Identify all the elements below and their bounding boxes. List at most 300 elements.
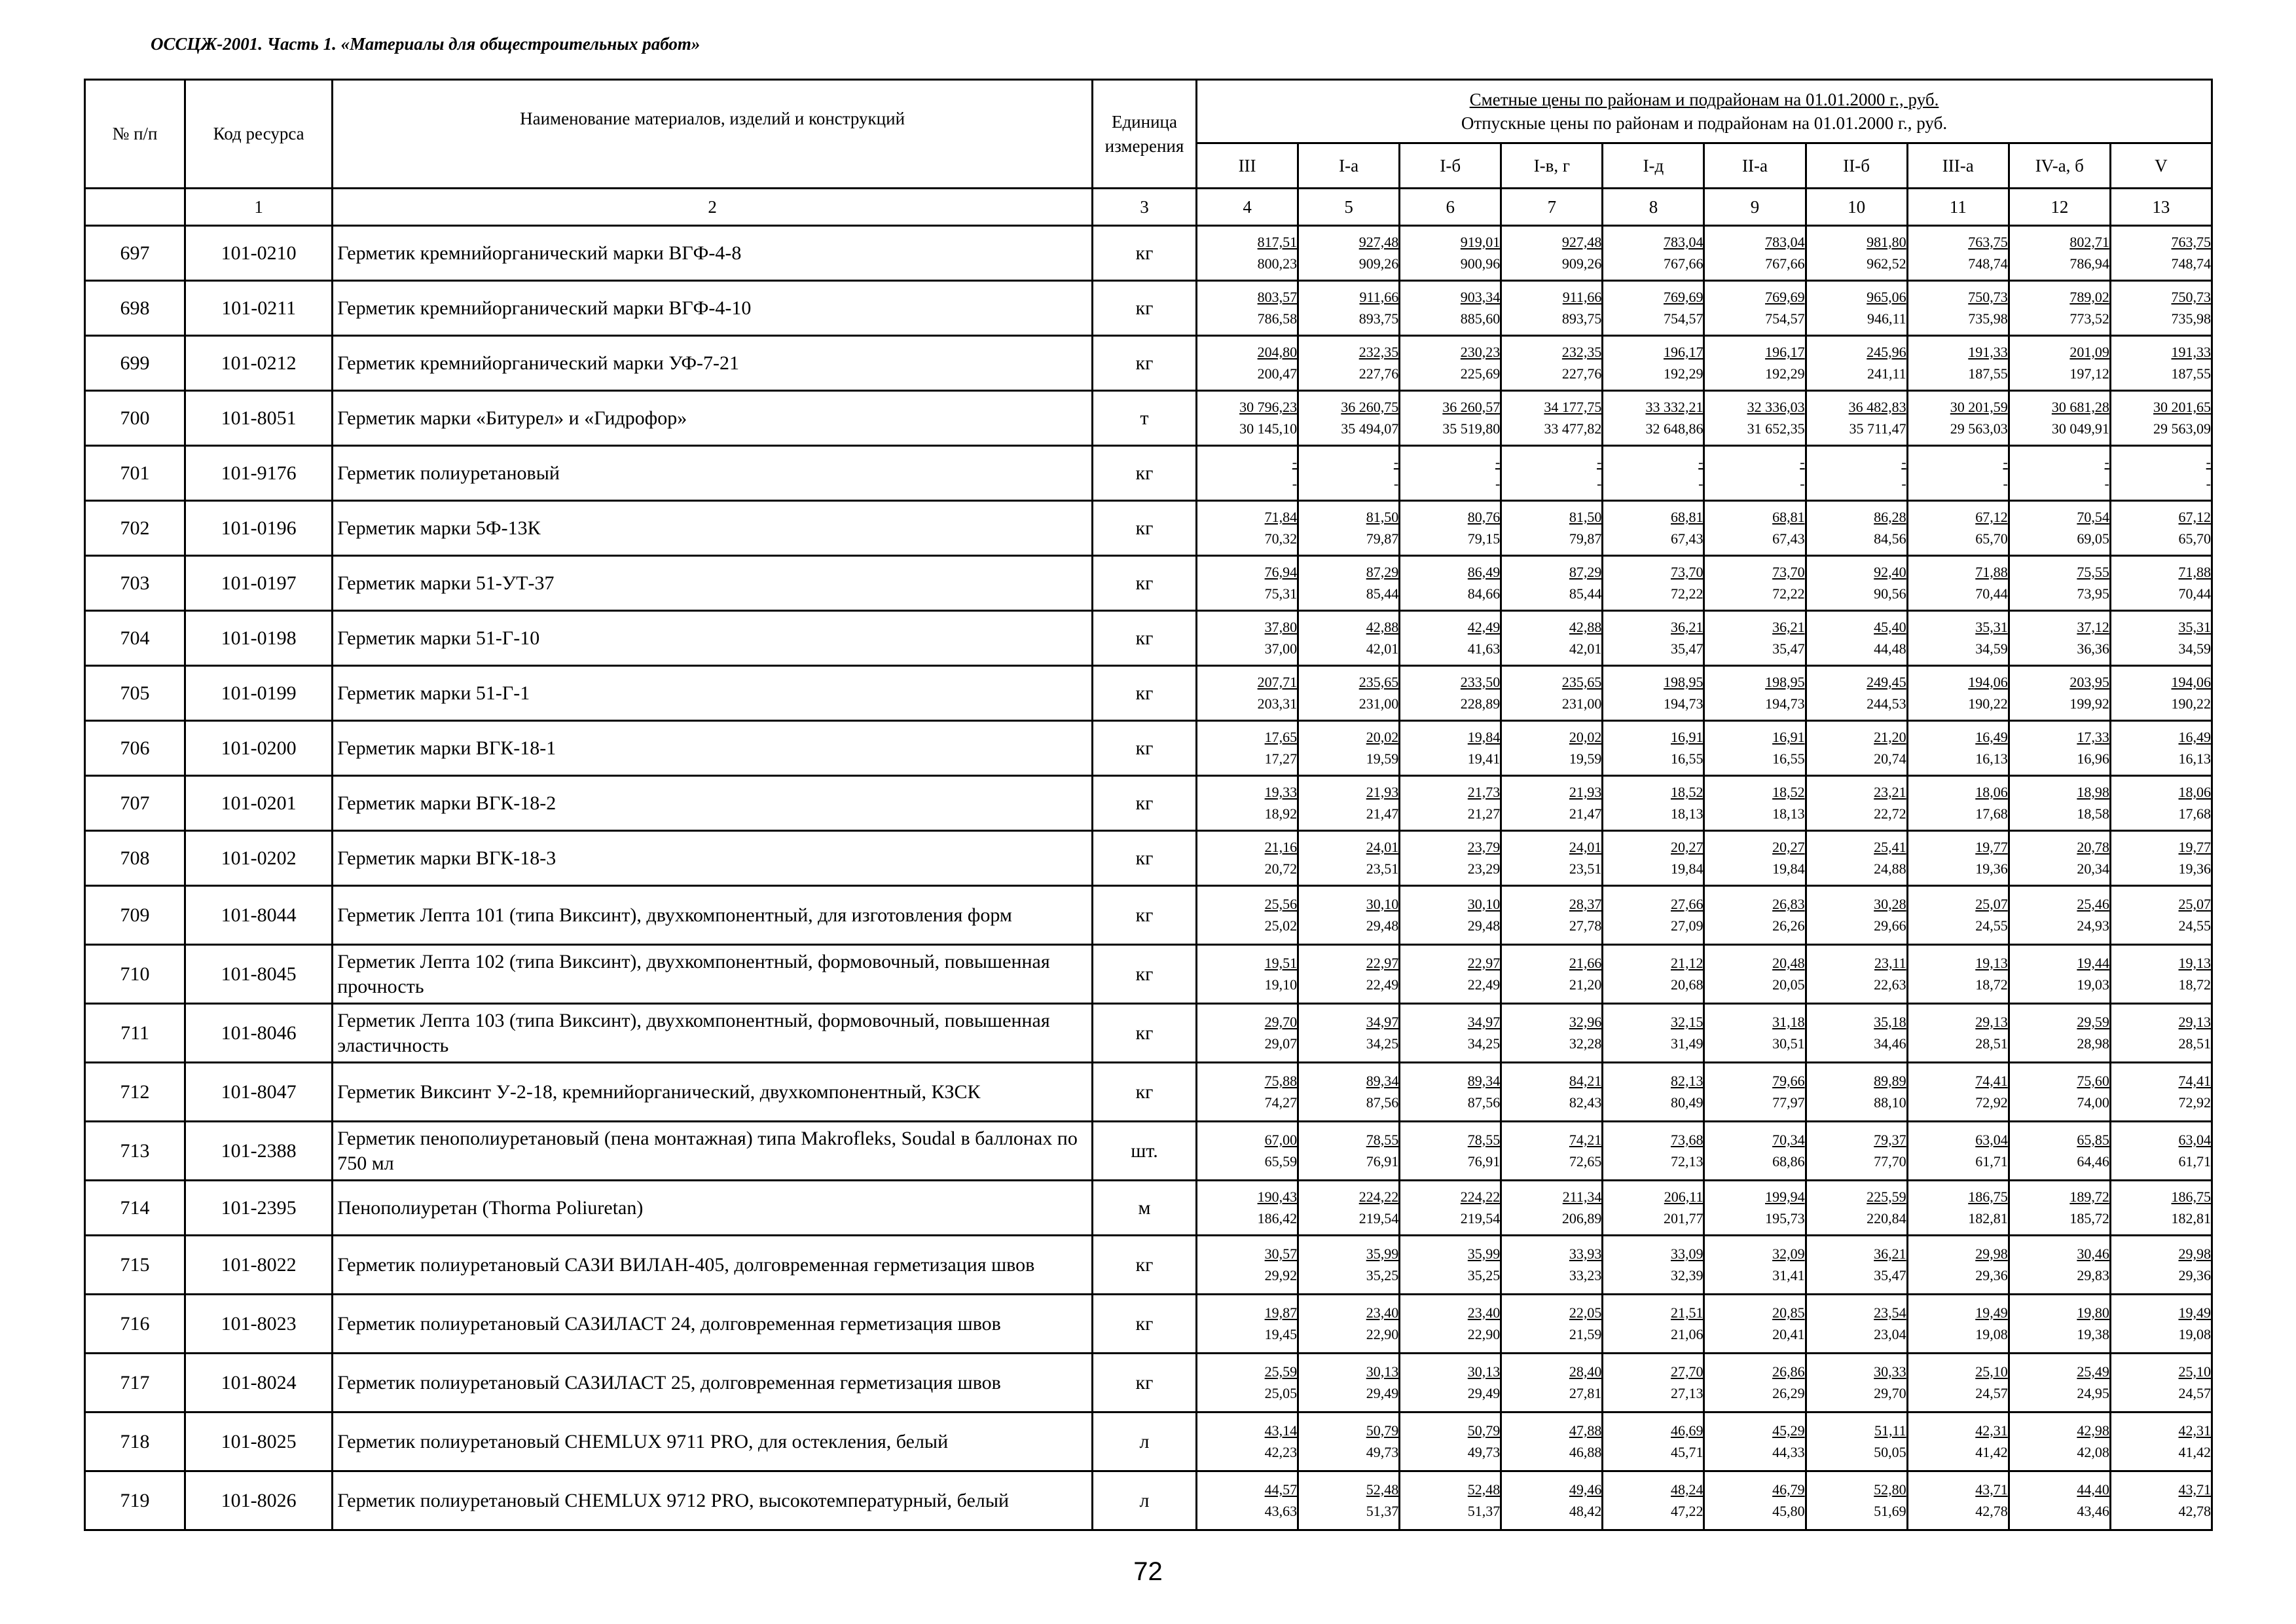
estimated-price: 52,80 — [1874, 1481, 1906, 1498]
price-cell — [2009, 776, 2110, 831]
estimated-price: 76,94 — [1264, 563, 1298, 580]
price-cell — [1704, 1354, 1806, 1412]
column-number: 13 — [2110, 189, 2212, 226]
price-cell — [2009, 336, 2110, 391]
resource-code: 101-0202 — [185, 831, 333, 886]
price-cell — [1704, 611, 1806, 666]
price-cell — [1400, 1063, 1501, 1122]
estimated-price: 196,17 — [1765, 343, 1805, 360]
region-header: III-а — [1907, 143, 2009, 189]
estimated-price: 70,34 — [1772, 1131, 1805, 1148]
release-price: 46,88 — [1569, 1444, 1602, 1460]
estimated-price: 25,59 — [1264, 1363, 1298, 1380]
table-row — [85, 1236, 2212, 1295]
estimated-price: 20,85 — [1772, 1304, 1805, 1321]
estimated-price: 783,04 — [1663, 233, 1704, 250]
estimated-price: 36,21 — [1670, 618, 1704, 635]
price-cell — [1806, 721, 1907, 776]
estimated-price: 37,12 — [2077, 618, 2109, 635]
release-price: 42,78 — [1975, 1503, 2008, 1519]
price-cell — [1298, 556, 1400, 611]
estimated-price: 235,65 — [1358, 673, 1399, 690]
estimated-price: 194,06 — [2171, 673, 2211, 690]
estimated-price: 42,31 — [2178, 1422, 2211, 1439]
price-cell — [1603, 1295, 1704, 1354]
release-price: 21,06 — [1670, 1326, 1704, 1342]
price-cell — [1603, 226, 1704, 281]
price-cell — [1603, 391, 1704, 446]
estimated-price: 30,10 — [1467, 895, 1501, 912]
table-row — [85, 666, 2212, 721]
price-cell — [2110, 556, 2212, 611]
material-name: Герметик полиуретановый CHEMLUX 9712 PRO, высокотемпературный, белый — [333, 1471, 1093, 1530]
release-price: 27,81 — [1569, 1385, 1602, 1401]
estimated-price: 84,21 — [1569, 1072, 1602, 1089]
price-cell — [1907, 1236, 2009, 1295]
price-cell — [2110, 501, 2212, 556]
estimated-price: 48,24 — [1670, 1481, 1704, 1498]
price-cell — [2009, 556, 2110, 611]
estimated-price: 232,35 — [1358, 343, 1399, 360]
estimated-price: 24,01 — [1569, 838, 1602, 855]
price-cell — [1298, 611, 1400, 666]
release-price: 29,49 — [1467, 1385, 1501, 1401]
price-cell — [1501, 1122, 1603, 1181]
release-price: 29,36 — [2178, 1267, 2211, 1283]
price-cell — [1806, 556, 1907, 611]
release-price: 192,29 — [1663, 365, 1704, 382]
estimated-price: 21,93 — [1366, 783, 1399, 800]
table-row — [85, 1295, 2212, 1354]
price-cell — [1603, 611, 1704, 666]
release-price: 34,59 — [1975, 640, 2008, 657]
estimated-price: 73,70 — [1772, 563, 1805, 580]
price-cell — [1298, 391, 1400, 446]
release-price: 35 494,07 — [1341, 420, 1399, 437]
price-cell — [2009, 446, 2110, 501]
release-price: 44,48 — [1874, 640, 1906, 657]
price-cell — [1298, 1122, 1400, 1181]
estimated-price: 18,98 — [2077, 783, 2109, 800]
release-price: 79,87 — [1569, 530, 1602, 547]
price-cell — [2009, 391, 2110, 446]
estimated-price: 31,18 — [1772, 1013, 1805, 1030]
estimated-price: 32,09 — [1772, 1245, 1805, 1262]
price-cell — [1197, 1181, 1298, 1236]
release-price: 29 563,03 — [1950, 420, 2008, 437]
release-price: 19,08 — [2178, 1326, 2211, 1342]
unit-of-measure: кг — [1092, 336, 1196, 391]
release-price: 88,10 — [1874, 1094, 1906, 1111]
release-price: 43,63 — [1264, 1503, 1298, 1519]
release-price: 27,09 — [1670, 917, 1704, 934]
estimated-price: 92,40 — [1874, 563, 1906, 580]
estimated-price: 19,13 — [1975, 954, 2008, 971]
material-name: Герметик марки 51-УТ-37 — [333, 556, 1093, 611]
price-cell — [2110, 886, 2212, 945]
price-cell — [1298, 501, 1400, 556]
estimated-price: 30,10 — [1366, 895, 1399, 912]
unit-of-measure: кг — [1092, 666, 1196, 721]
estimated-price: 42,31 — [1975, 1422, 2008, 1439]
price-cell — [1501, 1412, 1603, 1471]
unit-of-measure: кг — [1092, 281, 1196, 336]
estimated-price: 245,96 — [1867, 343, 1906, 360]
release-price: 61,71 — [2178, 1153, 2211, 1170]
release-price: 42,01 — [1366, 640, 1399, 657]
material-name: Герметик полиуретановый САЗИЛАСТ 25, долговременная герметизация швов — [333, 1354, 1093, 1412]
resource-code: 101-8045 — [185, 945, 333, 1004]
price-cell — [1806, 226, 1907, 281]
release-price: 16,55 — [1670, 750, 1704, 767]
estimated-price: 50,79 — [1467, 1422, 1501, 1439]
column-number: 5 — [1298, 189, 1400, 226]
release-price: 20,72 — [1264, 860, 1298, 877]
release-price: 18,58 — [2077, 805, 2109, 822]
release-price: 29,49 — [1366, 1385, 1399, 1401]
release-price: 22,90 — [1467, 1326, 1501, 1342]
price-cell — [1907, 1295, 2009, 1354]
price-cell — [1907, 721, 2009, 776]
release-price: 29,48 — [1366, 917, 1399, 934]
row-number: 710 — [85, 945, 185, 1004]
release-price: 26,29 — [1772, 1385, 1805, 1401]
price-cell — [1603, 1004, 1704, 1063]
estimated-price: 33,93 — [1569, 1245, 1602, 1262]
price-cell — [1197, 945, 1298, 1004]
estimated-price: 25,56 — [1264, 895, 1298, 912]
table-row — [85, 281, 2212, 336]
release-price: 19,45 — [1264, 1326, 1298, 1342]
estimated-price: 28,37 — [1569, 895, 1602, 912]
release-price: 41,63 — [1467, 640, 1501, 657]
release-price: 231,00 — [1561, 695, 1602, 712]
price-cell — [1197, 336, 1298, 391]
estimated-price: 42,98 — [2077, 1422, 2109, 1439]
estimated-price: 225,59 — [1867, 1188, 1906, 1205]
release-price: 893,75 — [1358, 310, 1399, 327]
estimated-price: 30,46 — [2077, 1245, 2109, 1262]
price-cell — [1298, 886, 1400, 945]
estimated-price: 18,52 — [1772, 783, 1805, 800]
estimated-price: 71,84 — [1264, 508, 1298, 525]
price-cell — [1704, 226, 1806, 281]
estimated-price: 23,54 — [1874, 1304, 1906, 1321]
release-price: 25,05 — [1264, 1385, 1298, 1401]
price-cell — [1806, 611, 1907, 666]
estimated-price: 36 482,83 — [1848, 398, 1906, 415]
estimated-price: 206,11 — [1664, 1188, 1704, 1205]
release-price: 49,73 — [1366, 1444, 1399, 1460]
price-cell — [1806, 1471, 1907, 1530]
column-number: 6 — [1400, 189, 1501, 226]
release-price: 42,08 — [2077, 1444, 2109, 1460]
release-price: 786,58 — [1257, 310, 1298, 327]
unit-of-measure: кг — [1092, 1063, 1196, 1122]
release-price: 73,95 — [2077, 585, 2109, 602]
estimated-price: 919,01 — [1460, 233, 1501, 250]
release-price: 32 648,86 — [1645, 420, 1704, 437]
release-price: 18,13 — [1772, 805, 1805, 822]
estimated-price: 29,98 — [1975, 1245, 2008, 1262]
price-cell — [1501, 1181, 1603, 1236]
table-row — [85, 1412, 2212, 1471]
table-row — [85, 611, 2212, 666]
price-cell — [1197, 1471, 1298, 1530]
price-cell — [1298, 1063, 1400, 1122]
release-price: 29,70 — [1874, 1385, 1906, 1401]
estimated-price: 30,57 — [1264, 1245, 1298, 1262]
release-price: 24,93 — [2077, 917, 2109, 934]
material-name: Герметик полиуретановый САЗИ ВИЛАН-405, долговременная герметизация швов — [333, 1236, 1093, 1295]
release-price: 36,36 — [2077, 640, 2109, 657]
resource-code: 101-0212 — [185, 336, 333, 391]
price-cell — [1907, 501, 2009, 556]
release-price: 19,59 — [1569, 750, 1602, 767]
estimated-price: 23,40 — [1366, 1304, 1399, 1321]
table-row — [85, 721, 2212, 776]
price-cell — [1806, 1122, 1907, 1181]
release-price: 43,46 — [2077, 1503, 2109, 1519]
material-name: Герметик кремнийорганический марки УФ-7-21 — [333, 336, 1093, 391]
price-cell — [1704, 1295, 1806, 1354]
estimated-price: 21,66 — [1569, 954, 1602, 971]
price-cell — [1501, 886, 1603, 945]
price-cell — [1501, 1004, 1603, 1063]
estimated-price: 75,88 — [1264, 1072, 1298, 1089]
estimated-price: 79,66 — [1772, 1072, 1805, 1089]
estimated-price: 191,33 — [1968, 343, 2008, 360]
column-number: 9 — [1704, 189, 1806, 226]
release-price: 35,47 — [1670, 640, 1704, 657]
release-price: 41,42 — [1975, 1444, 2008, 1460]
release-price: 44,33 — [1772, 1444, 1805, 1460]
row-number: 700 — [85, 391, 185, 446]
column-number: 8 — [1603, 189, 1704, 226]
estimated-price: 44,57 — [1264, 1481, 1298, 1498]
estimated-price: 198,95 — [1765, 673, 1805, 690]
price-cell — [2009, 886, 2110, 945]
release-price: 19,84 — [1670, 860, 1704, 877]
release-price: 20,74 — [1874, 750, 1906, 767]
price-cell — [1400, 446, 1501, 501]
estimated-price: 24,01 — [1366, 838, 1399, 855]
estimated-price: 33,09 — [1670, 1245, 1704, 1262]
price-cell — [1907, 556, 2009, 611]
estimated-price: - — [1495, 453, 1501, 470]
table-header — [85, 80, 2212, 226]
table-row — [85, 886, 2212, 945]
price-cell — [1501, 226, 1603, 281]
price-table — [84, 79, 2213, 1531]
estimated-price: 34,97 — [1366, 1013, 1399, 1030]
table-row — [85, 1181, 2212, 1236]
estimated-price: 70,54 — [2077, 508, 2109, 525]
price-cell — [2110, 281, 2212, 336]
estimated-price: 196,17 — [1663, 343, 1704, 360]
price-cell — [1400, 945, 1501, 1004]
release-price: 76,91 — [1467, 1153, 1501, 1170]
release-price: 32,28 — [1569, 1035, 1602, 1052]
row-number: 716 — [85, 1295, 185, 1354]
price-cell — [1806, 886, 1907, 945]
price-cell — [1907, 666, 2009, 721]
price-cell — [2110, 1236, 2212, 1295]
price-cell — [1197, 1004, 1298, 1063]
release-price: 18,72 — [2178, 976, 2211, 993]
release-price: 64,46 — [2077, 1153, 2109, 1170]
release-price: 228,89 — [1460, 695, 1501, 712]
price-cell — [1907, 1354, 2009, 1412]
estimated-price: 16,91 — [1670, 728, 1704, 745]
estimated-price: 29,13 — [2178, 1013, 2211, 1030]
price-cell — [1197, 666, 1298, 721]
estimated-price: 201,09 — [2069, 343, 2109, 360]
price-cell — [1197, 776, 1298, 831]
material-name: Герметик Виксинт У-2-18, кремнийорганический, двухкомпонентный, КЗСК — [333, 1063, 1093, 1122]
price-cell — [2009, 1471, 2110, 1530]
release-price: 42,78 — [2178, 1503, 2211, 1519]
table-row — [85, 1471, 2212, 1530]
release-price: 24,57 — [2178, 1385, 2211, 1401]
estimated-price: 82,13 — [1670, 1072, 1704, 1089]
estimated-price: 86,49 — [1467, 563, 1501, 580]
release-price: 735,98 — [2171, 310, 2211, 327]
column-number: 1 — [185, 189, 333, 226]
release-price: 35 711,47 — [1849, 420, 1906, 437]
material-name: Герметик Лепта 103 (типа Виксинт), двухкомпонентный, формовочный, повышенная эластичность — [333, 1004, 1093, 1063]
release-price: 42,23 — [1264, 1444, 1298, 1460]
resource-code: 101-8044 — [185, 886, 333, 945]
row-number: 701 — [85, 446, 185, 501]
price-cell — [1907, 391, 2009, 446]
unit-of-measure: кг — [1092, 226, 1196, 281]
estimated-price: 198,95 — [1663, 673, 1704, 690]
release-price: 37,00 — [1264, 640, 1298, 657]
release-price: 909,26 — [1561, 255, 1602, 272]
estimated-price: 23,40 — [1467, 1304, 1501, 1321]
estimated-price: 71,88 — [2178, 563, 2211, 580]
release-price: 72,22 — [1772, 585, 1805, 602]
table-row — [85, 1063, 2212, 1122]
region-header: II-б — [1806, 143, 1907, 189]
estimated-price: 18,06 — [2178, 783, 2211, 800]
release-price: 35,47 — [1772, 640, 1805, 657]
price-cell — [1704, 666, 1806, 721]
estimated-price: 207,71 — [1257, 673, 1298, 690]
release-price: 29 563,09 — [2153, 420, 2211, 437]
estimated-price: 42,88 — [1366, 618, 1399, 635]
release-price: 77,70 — [1874, 1153, 1906, 1170]
price-cell — [1501, 281, 1603, 336]
price-cell — [1400, 831, 1501, 886]
estimated-price: 50,79 — [1366, 1422, 1399, 1439]
price-cell — [1298, 776, 1400, 831]
resource-code: 101-0198 — [185, 611, 333, 666]
price-title-bottom: Отпускные цены по районам и подрайонам на 01.01.2000 г., руб. — [1461, 113, 1948, 133]
release-price: 909,26 — [1358, 255, 1399, 272]
price-cell — [1298, 226, 1400, 281]
estimated-price: 18,06 — [1975, 783, 2008, 800]
estimated-price: 46,69 — [1670, 1422, 1704, 1439]
row-number: 697 — [85, 226, 185, 281]
price-cell — [1603, 556, 1704, 611]
price-cell — [1197, 1236, 1298, 1295]
estimated-price: 30 796,23 — [1239, 398, 1298, 415]
estimated-price: 25,10 — [2178, 1363, 2211, 1380]
row-number: 705 — [85, 666, 185, 721]
price-cell — [1806, 1236, 1907, 1295]
release-price: 773,52 — [2069, 310, 2109, 327]
estimated-price: 26,83 — [1772, 895, 1805, 912]
resource-code: 101-0211 — [185, 281, 333, 336]
price-cell — [1603, 1181, 1704, 1236]
release-price: 29,07 — [1264, 1035, 1298, 1052]
release-price: 185,72 — [2069, 1210, 2109, 1227]
resource-code: 101-0196 — [185, 501, 333, 556]
estimated-price: 19,87 — [1264, 1304, 1298, 1321]
table-row — [85, 1354, 2212, 1412]
resource-code: 101-0210 — [185, 226, 333, 281]
price-cell — [1704, 1004, 1806, 1063]
row-number: 699 — [85, 336, 185, 391]
price-cell — [2110, 666, 2212, 721]
row-number: 714 — [85, 1181, 185, 1236]
estimated-price: 21,93 — [1569, 783, 1602, 800]
resource-code: 101-8025 — [185, 1412, 333, 1471]
release-price: 767,66 — [1765, 255, 1805, 272]
price-cell — [1400, 556, 1501, 611]
release-price: 900,96 — [1460, 255, 1501, 272]
estimated-price: 73,68 — [1670, 1131, 1704, 1148]
estimated-price: 21,51 — [1670, 1304, 1704, 1321]
estimated-price: 191,33 — [2171, 343, 2211, 360]
estimated-price: 34,97 — [1467, 1013, 1501, 1030]
release-price: 187,55 — [2171, 365, 2211, 382]
resource-code: 101-2395 — [185, 1181, 333, 1236]
estimated-price: 78,55 — [1467, 1131, 1501, 1148]
estimated-price: 36,21 — [1772, 618, 1805, 635]
price-cell — [1806, 831, 1907, 886]
price-cell — [1907, 776, 2009, 831]
price-cell — [1197, 1354, 1298, 1412]
estimated-price: 35,99 — [1467, 1245, 1501, 1262]
price-cell — [2110, 336, 2212, 391]
price-cell — [1400, 391, 1501, 446]
release-price: 47,22 — [1670, 1503, 1704, 1519]
price-cell — [1501, 336, 1603, 391]
price-cell — [1400, 1295, 1501, 1354]
price-cell — [1603, 446, 1704, 501]
estimated-price: - — [1901, 453, 1906, 470]
resource-code: 101-2388 — [185, 1122, 333, 1181]
price-cell — [1806, 666, 1907, 721]
release-price: - — [2206, 475, 2211, 492]
release-price: 72,92 — [1975, 1094, 2008, 1111]
price-cell — [1907, 886, 2009, 945]
region-header: I-б — [1400, 143, 1501, 189]
price-cell — [1704, 1412, 1806, 1471]
price-cell — [2009, 1412, 2110, 1471]
price-cell — [1603, 721, 1704, 776]
price-cell — [2009, 1295, 2110, 1354]
estimated-price: 27,66 — [1670, 895, 1704, 912]
price-cell — [1806, 391, 1907, 446]
estimated-price: 63,04 — [2178, 1131, 2211, 1148]
release-price: 34,46 — [1874, 1035, 1906, 1052]
release-price: 24,55 — [2178, 917, 2211, 934]
release-price: 244,53 — [1867, 695, 1906, 712]
